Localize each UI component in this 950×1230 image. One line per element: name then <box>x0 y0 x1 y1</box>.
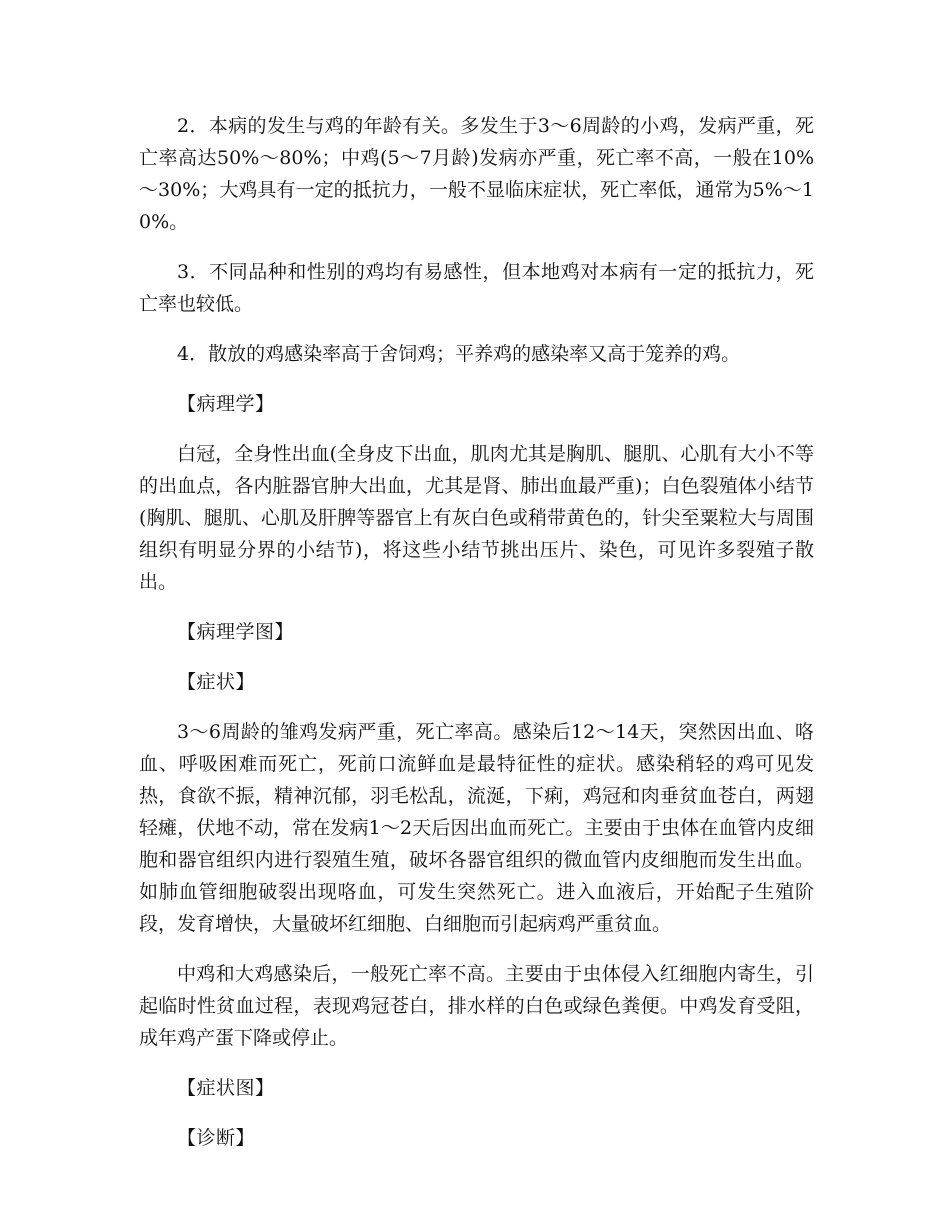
section-heading-pathology: 【病理学】 <box>177 393 275 415</box>
section-heading-symptoms-figure: 【症状图】 <box>177 1077 275 1099</box>
paragraph-breed-susceptibility: 3．不同品种和性别的鸡均有易感性，但本地鸡对本病有一定的抵抗力，死亡率也较低。 <box>139 261 814 315</box>
paragraph-infection-rate: 4．散放的鸡感染率高于舍饲鸡；平养鸡的感染率又高于笼养的鸡。 <box>177 343 741 365</box>
paragraph-symptoms-adults: 中鸡和大鸡感染后，一般死亡率不高。主要由于虫体侵入红细胞内寄生，引起临时性贫血过程，表现鸡冠苍白，排水样的白色或绿色粪便。中鸡发育受阻，成年鸡产蛋下降或停止。 <box>139 963 814 1049</box>
section-heading-symptoms: 【症状】 <box>177 671 256 693</box>
section-heading-pathology-figure: 【病理学图】 <box>177 621 295 643</box>
section-heading-diagnosis: 【诊断】 <box>177 1127 256 1149</box>
document-body <box>139 110 814 1172</box>
paragraph-symptoms-chicks: 3～6周龄的雏鸡发病严重，死亡率高。感染后12～14天，突然因出血、咯血、呼吸困难而死亡，死前口流鲜血是最特征性的症状。感染稍轻的鸡可见发热，食欲不振，精神沉郁，羽毛松乱，流涎，下痢，鸡冠和肉垂贫血苍白，两翅轻瘫，伏地不动，常在发病1～2天后因出血而死亡。主要由于虫体在血管内皮细胞和器官组织内进行裂殖生殖，破坏各器官组织的微血管内皮细胞而发生出血。如肺血管细胞破裂出现咯血，可发生突然死亡。进入血液后，开始配子生殖阶段，发育增快，大量破坏红细胞、白细胞而引起病鸡严重贫血。 <box>139 721 814 935</box>
paragraph-pathology: 白冠，全身性出血(全身皮下出血，肌肉尤其是胸肌、腿肌、心肌有大小不等的出血点，各内脏器官肿大出血，尤其是肾、肺出血最严重)；白色裂殖体小结节(胸肌、腿肌、心肌及肝脾等器官上有灰白色或稍带黄色的，针尖至粟粒大与周围组织有明显分界的小结节)，将这些小结节挑出压片、染色，可见许多裂殖子散出。 <box>139 443 814 593</box>
paragraph-age-susceptibility: 2．本病的发生与鸡的年龄有关。多发生于3～6周龄的小鸡，发病严重，死亡率高达50%～80%；中鸡(5～7月龄)发病亦严重，死亡率不高，一般在10%～30%；大鸡具有一定的抵抗力，一般不显临床症状，死亡率低，通常为5%～10%。 <box>139 115 814 233</box>
